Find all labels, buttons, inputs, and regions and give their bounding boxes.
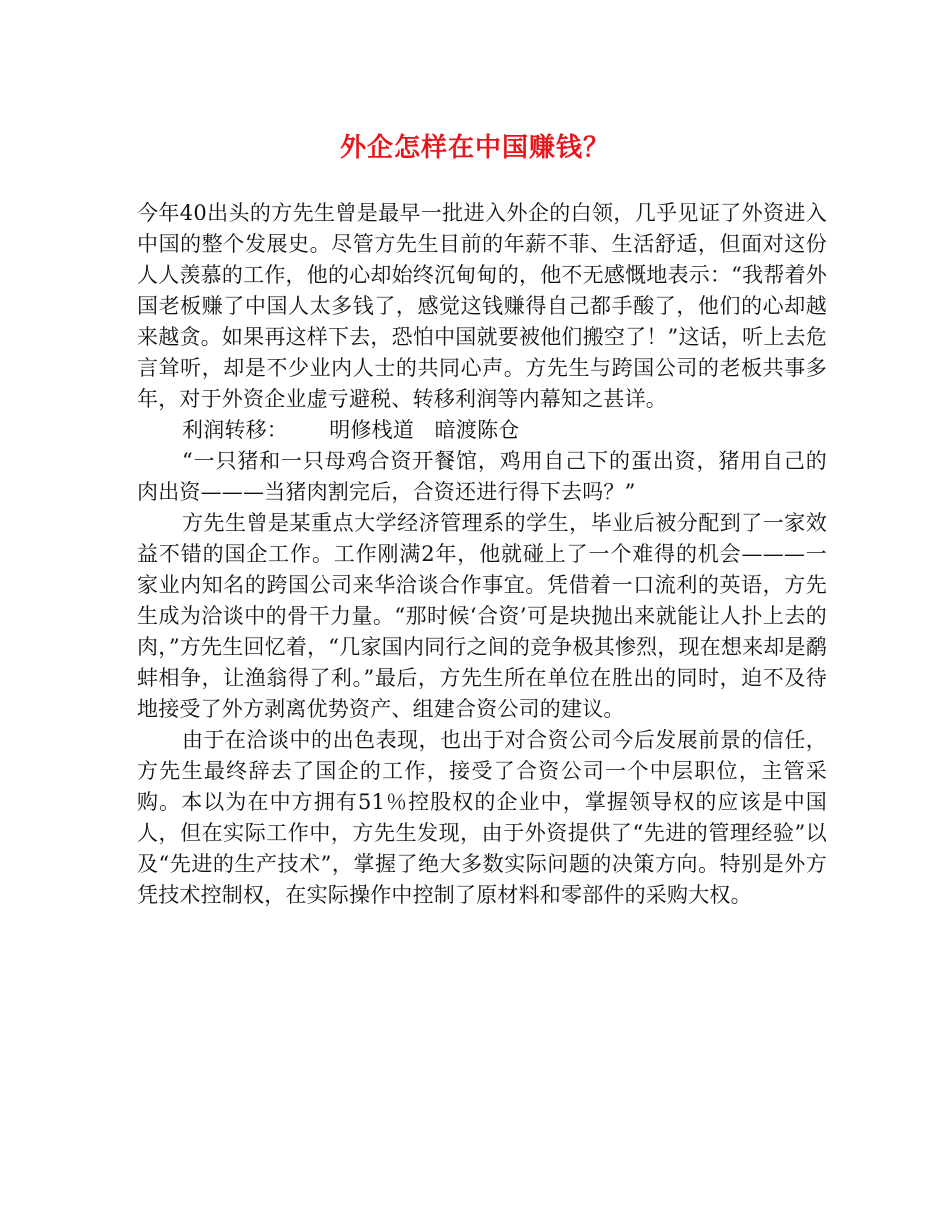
paragraph-joint-venture: 由于在洽谈中的出色表现，也出于对合资公司今后发展前景的信任，方先生最终辞去了国企的工作，接受了合资公司一个中层职位，主管采购。本以为在中方拥有51％控股权的企业中，掌握领导权的应该是中国人，但在实际工作中，方先生发现，由于外资提供了“先进的管理经验”以及“先进的生产技术”，掌握了绝大多数实际问题的决策方向。特别是外方凭技术控制权，在实际操作中控制了原材料和零部件的采购大权。 [137,728,827,907]
article-body [137,198,827,911]
paragraph-quote: “一只猪和一只母鸡合资开餐馆，鸡用自己下的蛋出资，猪用自己的肉出资———当猪肉割完后，合资还进行得下去吗？” [137,449,827,504]
paragraph-intro: 今年40出头的方先生曾是最早一批进入外企的白领，几乎见证了外资进入中国的整个发展史。尽管方先生目前的年薪不菲、生活舒适，但面对这份人人羡慕的工作，他的心却始终沉甸甸的，他不无感慨地表示：“我帮着外国老板赚了中国人太多钱了，感觉这钱赚得自己都手酸了，他们的心却越来越贪。如果再这样下去，恐怕中国就要被他们搬空了！”这话，听上去危言耸听，却是不少业内人士的共同心声。方先生与跨国公司的老板共事多年，对于外资企业虚亏避税、转移利润等内幕知之甚详。 [137,201,827,411]
page-title: 外企怎样在中国赚钱？ [339,133,610,163]
section-heading: 利润转移： 明修栈道 暗渡陈仓 [182,418,520,442]
paragraph-background: 方先生曾是某重点大学经济管理系的学生，毕业后被分配到了一家效益不错的国企工作。工作刚满2年，他就碰上了一个难得的机会———一家业内知名的跨国公司来华洽谈合作事宜。凭借着一口流利的英语，方先生成为洽谈中的骨干力量。“那时候‘合资’可是块抛出来就能让人扑上去的肉，”方先生回忆着，“几家国内同行之间的竞争极其惨烈，现在想来却是鹬蚌相争，让渔翁得了利。”最后，方先生所在单位在胜出的同时，迫不及待地接受了外方剥离优势资产、组建合资公司的建议。 [137,511,827,721]
